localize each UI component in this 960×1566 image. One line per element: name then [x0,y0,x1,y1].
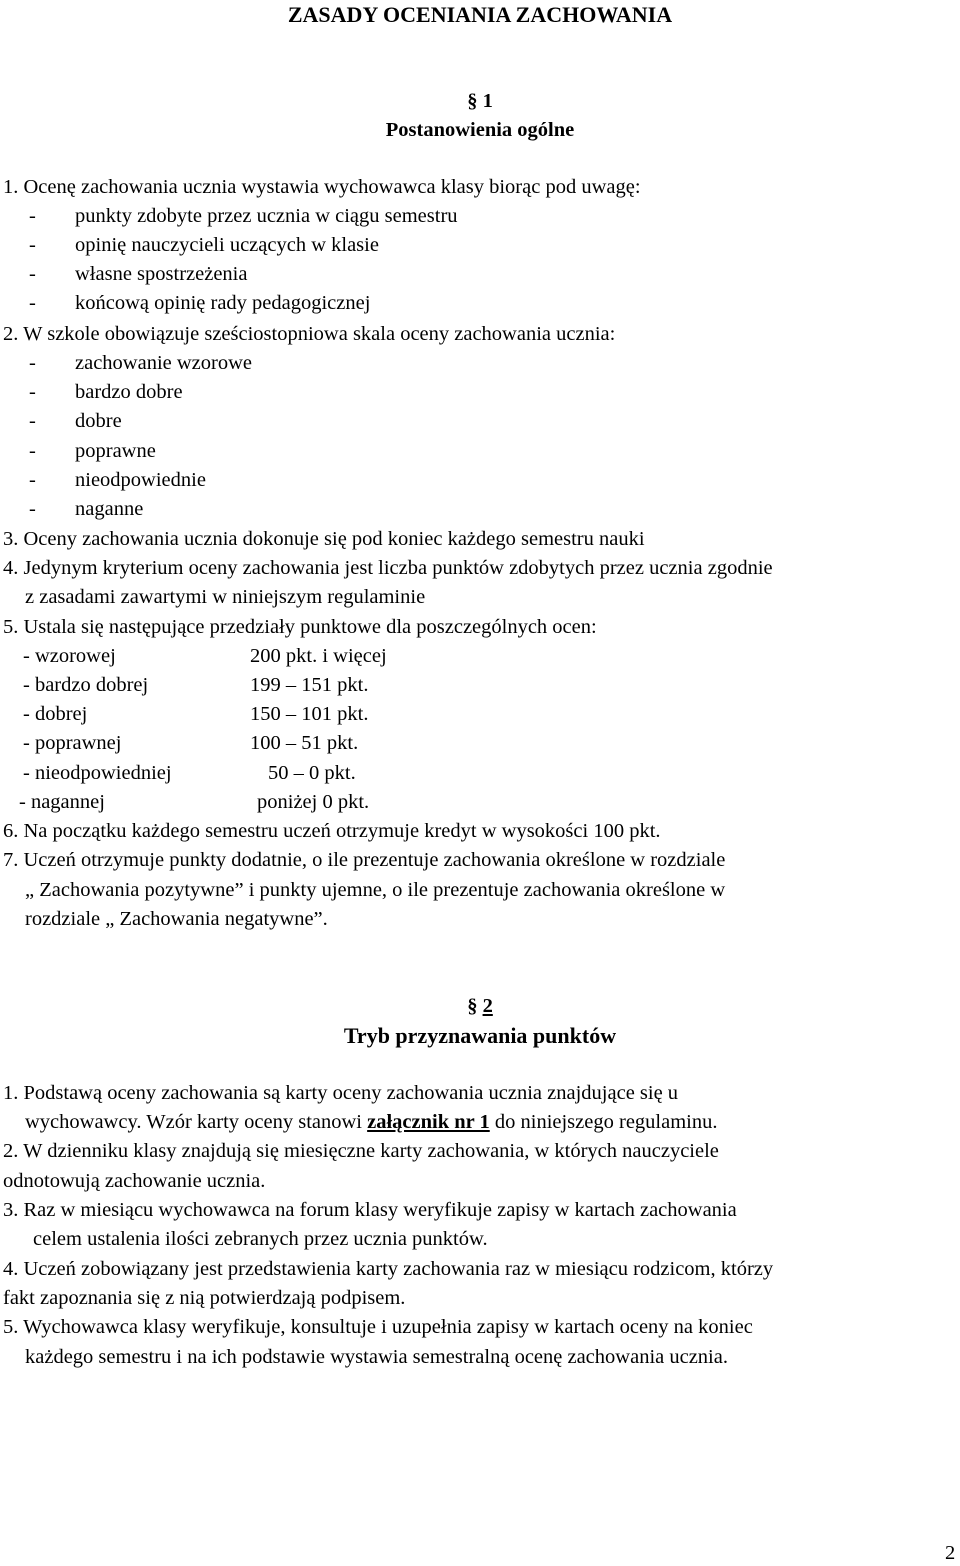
section-sign: § [467,995,478,1017]
grade-range: 50 – 0 pkt. [268,762,356,784]
s1-point-5: 5. Ustala się następujące przedziały punktowe dla poszczególnych ocen: [3,616,597,638]
s2-point-2-line2: odnotowują zachowanie ucznia. [3,1170,266,1192]
section-2-number [0,996,960,1017]
s2-point-1-line1: 1. Podstawą oceny zachowania są karty oceny zachowania ucznia znajdujące się u [3,1082,679,1104]
attachment-link[interactable]: załącznik nr 1 [367,1111,490,1133]
s1-p2-item: dobre [75,410,122,432]
section-1-title: Postanowienia ogólne [385,119,575,141]
s1-p1-dash: - [29,292,36,314]
grade-name: - nagannej [19,791,105,813]
s1-point-4-line1: 4. Jedynym kryterium oceny zachowania jest liczba punktów zdobytych przez ucznia zgodnie [3,557,773,579]
s1-p2-dash: - [29,498,36,520]
section-1-number: § 1 [467,90,493,112]
s2-point-3-line2: celem ustalenia ilości zebranych przez ucznia punktów. [33,1228,488,1250]
s1-p2-dash: - [29,410,36,432]
document-title: ZASADY OCENIANIA ZACHOWANIA [287,2,673,27]
s1-p1-item: opinię nauczycieli uczących w klasie [75,234,379,256]
grade-range: 150 – 101 pkt. [250,703,369,725]
s1-p1-item: własne spostrzeżenia [75,263,248,285]
s1-point-7-line2: „ Zachowania pozytywne” i punkty ujemne, o ile prezentuje zachowania określone w [25,879,726,901]
s1-point-7-line3: rozdziale „ Zachowania negatywne”. [25,908,328,930]
s1-p2-item: naganne [75,498,144,520]
s1-p2-dash: - [29,440,36,462]
s1-p2-dash: - [29,469,36,491]
s1-p2-dash: - [29,381,36,403]
section-2-num: 2 [482,995,493,1017]
grade-name: - poprawnej [23,732,122,754]
s1-point-1: 1. Ocenę zachowania ucznia wystawia wychowawca klasy biorąc pod uwagę: [3,176,641,198]
s1-point-6: 6. Na początku każdego semestru uczeń otrzymuje kredyt w wysokości 100 pkt. [3,820,661,842]
s1-point-2: 2. W szkole obowiązuje sześciostopniowa skala oceny zachowania ucznia: [3,323,616,345]
grade-range: poniżej 0 pkt. [257,791,370,813]
s1-point-3: 3. Oceny zachowania ucznia dokonuje się pod koniec każdego semestru nauki [3,528,645,550]
s1-p1-dash: - [29,205,36,227]
s1-p2-item: poprawne [75,440,156,462]
s1-p1-dash: - [29,234,36,256]
s1-p1-dash: - [29,263,36,285]
s1-p2-item: zachowanie wzorowe [75,352,253,374]
s1-point-7-line1: 7. Uczeń otrzymuje punkty dodatnie, o ile prezentuje zachowania określone w rozdziale [3,849,726,871]
grade-range: 199 – 151 pkt. [250,674,369,696]
s2-point-3-line1: 3. Raz w miesiącu wychowawca na forum klasy weryfikuje zapisy w kartach zachowania [3,1199,737,1221]
s1-p1-item: końcową opinię rady pedagogicznej [75,292,371,314]
s2-point-1-line2: wychowawcy. Wzór karty oceny stanowi załącznik nr 1 do niniejszego regulaminu. [25,1111,718,1133]
s1-p2-item: bardzo dobre [75,381,183,403]
s2-point-4-line2: fakt zapoznania się z nią potwierdzają podpisem. [3,1287,406,1309]
s2-point-5-line2: każdego semestru i na ich podstawie wystawia semestralną ocenę zachowania ucznia. [25,1346,728,1368]
grade-range: 100 – 51 pkt. [250,732,359,754]
s2-point-2-line1: 2. W dzienniku klasy znajdują się miesięczne karty zachowania, w których nauczyciele [3,1140,719,1162]
s1-p2-item: nieodpowiednie [75,469,206,491]
grade-name: - dobrej [23,703,88,725]
grade-name: - wzorowej [23,645,116,667]
grade-name: - bardzo dobrej [23,674,149,696]
s1-p2-dash: - [29,352,36,374]
s2-point-5-line1: 5. Wychowawca klasy weryfikuje, konsultuje i uzupełnia zapisy w kartach oceny na koniec [3,1316,753,1338]
grade-name: - nieodpowiedniej [23,762,172,784]
s1-point-4-line2: z zasadami zawartymi w niniejszym regulaminie [25,586,426,608]
grade-range: 200 pkt. i więcej [250,645,387,667]
page-number: 2 [945,1542,956,1564]
section-2-title: Tryb przyznawania punktów [343,1023,617,1048]
s2-point-4-line1: 4. Uczeń zobowiązany jest przedstawienia karty zachowania raz w miesiącu rodzicom, którzy [3,1258,774,1280]
s1-p1-item: punkty zdobyte przez ucznia w ciągu semestru [75,205,458,227]
